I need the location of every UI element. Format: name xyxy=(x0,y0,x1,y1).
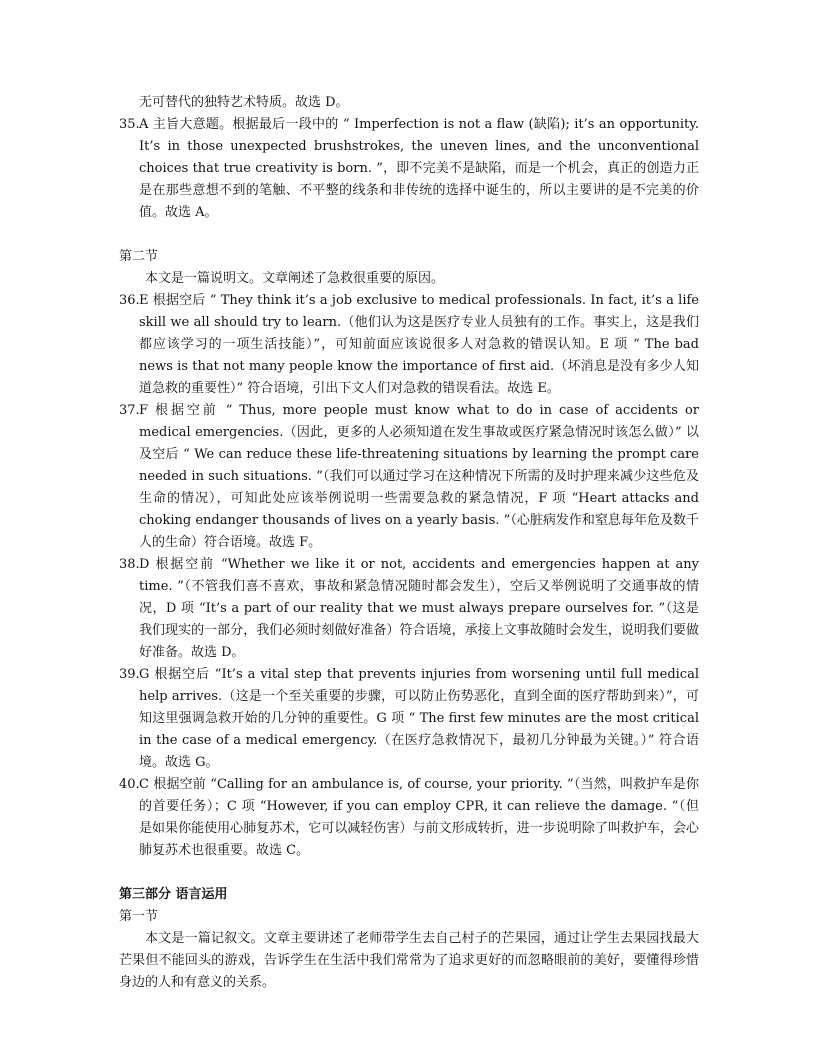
document-content xyxy=(119,92,699,994)
section-heading: 第一节 xyxy=(119,909,159,924)
section-heading: 第二节 xyxy=(119,249,159,264)
answer-item-38 xyxy=(119,554,699,664)
item-text: E 根据空后 “ They think it’s a job exclusive to medical professionals. In fact, it’s a life skill we all should try to learn.（他们认为这是医疗专业人员独有的工作。事实上，这是我们都应该学习的一项生活技能）”，可知前面应该说很多人对急救的错误认知。E 项 “ The bad news is that not many people know the importance of first aid.（坏消息是没有多少人知道急救的重要性）” 符合语境，引出下文人们对急救的错误看法。故选 E。 xyxy=(139,293,699,396)
section-intro: 本文是一篇记叙文。文章主要讲述了老师带学生去自己村子的芒果园，通过让学生去果园找最大芒果但不能回头的游戏，告诉学生在生活中我们常常为了追求更好的而忽略眼前的美好，要懂得珍惜身边的人和有意义的关系。 xyxy=(119,931,699,990)
spacer xyxy=(119,862,699,884)
item-text: F 根据空前 “ Thus, more people must know what to do in case of accidents or medical emergencies.（因此，更多的人必须知道在发生事故或医疗紧急情况时该怎么做）” 以及空后 “ We can reduce these life-threatening situations by learning the prompt care needed in such situations. ”（我们可以通过学习在这种情况下所需的及时护理来减少这些危及生命的情况），可知此处应该举例说明一些需要急救的紧急情况，F 项 “Heart attacks and choking endanger thousands of lives on a yearly basis. ”（心脏病发作和窒息每年危及数千人的生命）符合语境。故选 F。 xyxy=(139,403,699,550)
item-text: G 根据空后 “It’s a vital step that prevents injuries from worsening until full medical help arrives.（这是一个至关重要的步骤，可以防止伤势恶化，直到全面的医疗帮助到来）”，可知这里强调急救开始的几分钟的重要性。G 项 “ The first few minutes are the most critical in the case of a medical emergency.（在医疗急救情况下，最初几分钟最为关键。）” 符合语境。故选 G。 xyxy=(139,667,699,770)
item-number: 35. xyxy=(119,117,140,132)
item-text: D 根据空前 “Whether we like it or not, accidents and emergencies happen at any time. ”（不管我们喜不喜欢，事故和紧急情况随时都会发生），空后又举例说明了交通事故的情况，D 项 “It’s a part of our reality that we must always prepare ourselves for. ”（这是我们现实的一部分，我们必须时刻做好准备）符合语境，承接上文事故随时会发生，说明我们要做好准备。故选 D。 xyxy=(139,557,699,660)
part-heading: 第三部分 语言运用 xyxy=(119,887,228,902)
spacer xyxy=(119,224,699,246)
item-number: 37. xyxy=(119,403,140,418)
answer-item-36 xyxy=(119,290,699,400)
item-number: 38. xyxy=(119,557,140,572)
item-number: 36. xyxy=(119,293,140,308)
item-number: 39. xyxy=(119,667,140,682)
answer-item-35 xyxy=(119,114,699,224)
answer-item-37 xyxy=(119,400,699,554)
item-number: 40. xyxy=(119,777,140,792)
answer-item-40 xyxy=(119,774,699,862)
answer-item-39 xyxy=(119,664,699,774)
section-intro: 本文是一篇说明文。文章阐述了急救很重要的原因。 xyxy=(145,271,445,286)
item-text: C 根据空前 “Calling for an ambulance is, of course, your priority. ”（当然，叫救护车是你的首要任务）；C 项 “However, if you can employ CPR, it can relieve the damage. ”（但是如果你能使用心肺复苏术，它可以减轻伤害）与前文形成转折，进一步说明除了叫救护车，会心肺复苏术也很重要。故选 C。 xyxy=(139,777,699,858)
item-text: A 主旨大意题。根据最后一段中的 “ Imperfection is not a flaw (缺陷); it’s an opportunity. It’s in those unexpected brushstrokes, the uneven lines, and the unconventional choices that true creativity is born. ”，即不完美不是缺陷，而是一个机会，真正的创造力正是在那些意想不到的笔触、不平整的线条和非传统的选择中诞生的，所以主要讲的是不完美的价值。故选 A。 xyxy=(139,117,699,220)
continuation-line: 无可替代的独特艺术特质。故选 D。 xyxy=(139,95,349,110)
